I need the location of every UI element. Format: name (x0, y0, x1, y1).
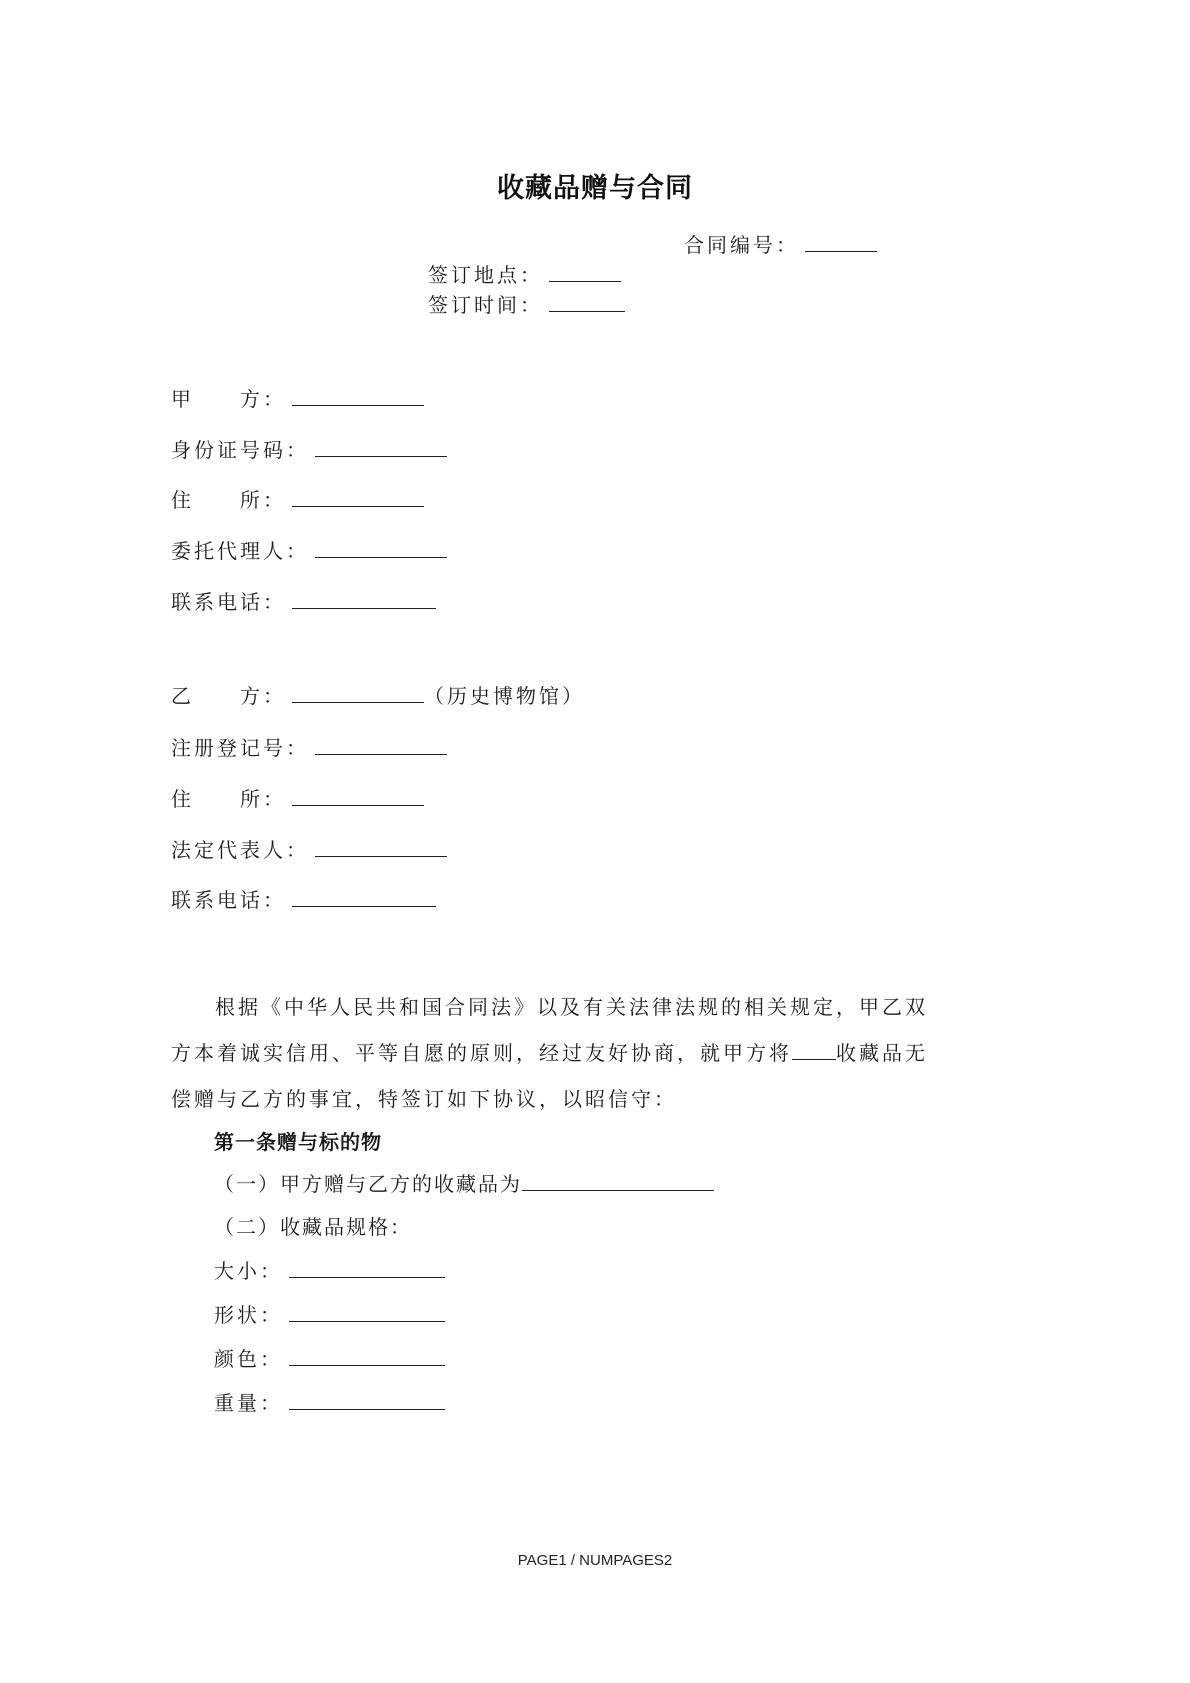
party-a-address-label: 住 所： (171, 488, 286, 512)
weight-field (214, 1390, 445, 1416)
party-b-phone-field (171, 887, 436, 913)
sign-time-field (428, 292, 625, 318)
party-a-phone-label: 联系电话： (171, 590, 286, 614)
party-b-phone-label: 联系电话： (171, 888, 286, 912)
shape-blank[interactable] (289, 1303, 445, 1322)
sign-time-blank[interactable] (549, 293, 625, 312)
party-a-agent-field (171, 538, 447, 564)
party-a-id-blank[interactable] (315, 438, 447, 457)
article-1-heading: 第一条赠与标的物 (214, 1130, 382, 1154)
party-b-address-field (171, 786, 424, 812)
party-b-reg-blank[interactable] (315, 736, 447, 755)
color-blank[interactable] (289, 1347, 445, 1366)
party-b-reg-label: 注册登记号： (171, 736, 309, 760)
party-b-legal-rep-field (171, 837, 447, 863)
party-a-id-field (171, 437, 447, 463)
intro-text-after: 收藏品无偿赠与乙方的事宜，特签订如下协议，以昭信守： (171, 1041, 928, 1111)
color-field (214, 1346, 445, 1372)
item-1-label: （一）甲方赠与乙方的收藏品为 (214, 1172, 522, 1196)
party-a-agent-blank[interactable] (315, 539, 447, 558)
intro-text-before: 根据《中华人民共和国合同法》以及有关法律法规的相关规定，甲乙双方本着诚实信用、平等自愿的原则，经过友好协商，就甲方将 (171, 995, 928, 1065)
party-b-label: 乙 方： (171, 684, 286, 708)
sign-time-label: 签订时间： (428, 293, 543, 317)
party-b-reg-field (171, 735, 447, 761)
size-field (214, 1258, 445, 1284)
party-b-blank[interactable] (292, 684, 424, 703)
party-a-field (171, 386, 424, 412)
item-1-blank[interactable] (522, 1172, 714, 1191)
intro-paragraph (171, 984, 947, 1122)
party-a-blank[interactable] (292, 387, 424, 406)
sign-place-field (428, 262, 621, 288)
article-1-item-1 (214, 1171, 714, 1197)
contract-no-field (684, 232, 877, 258)
page-footer: PAGE1 / NUMPAGES2 (517, 1552, 673, 1569)
party-a-address-blank[interactable] (292, 488, 424, 507)
party-b-legal-rep-label: 法定代表人： (171, 838, 309, 862)
shape-label: 形状： (214, 1303, 283, 1327)
party-a-address-field (171, 487, 424, 513)
document-title: 收藏品赠与合同 (497, 173, 693, 204)
party-b-field (171, 683, 585, 709)
party-b-address-blank[interactable] (292, 787, 424, 806)
article-1-item-2 (214, 1214, 412, 1240)
party-a-agent-label: 委托代理人： (171, 539, 309, 563)
party-a-label: 甲 方： (171, 387, 286, 411)
sign-place-blank[interactable] (549, 263, 621, 282)
contract-no-label: 合同编号： (684, 233, 799, 257)
weight-label: 重量： (214, 1391, 283, 1415)
color-label: 颜色： (214, 1347, 283, 1371)
donation-item-blank[interactable] (792, 1041, 836, 1060)
party-a-phone-blank[interactable] (292, 590, 436, 609)
party-b-legal-rep-blank[interactable] (315, 838, 447, 857)
party-a-id-label: 身份证号码： (171, 438, 309, 462)
weight-blank[interactable] (289, 1391, 445, 1410)
sign-place-label: 签订地点： (428, 263, 543, 287)
size-label: 大小： (214, 1259, 283, 1283)
party-b-address-label: 住 所： (171, 787, 286, 811)
shape-field (214, 1302, 445, 1328)
item-2-label: （二）收藏品规格： (214, 1215, 412, 1239)
party-b-phone-blank[interactable] (292, 888, 436, 907)
size-blank[interactable] (289, 1259, 445, 1278)
contract-no-blank[interactable] (805, 233, 877, 252)
party-a-phone-field (171, 589, 436, 615)
party-b-note: （历史博物馆） (424, 684, 585, 708)
